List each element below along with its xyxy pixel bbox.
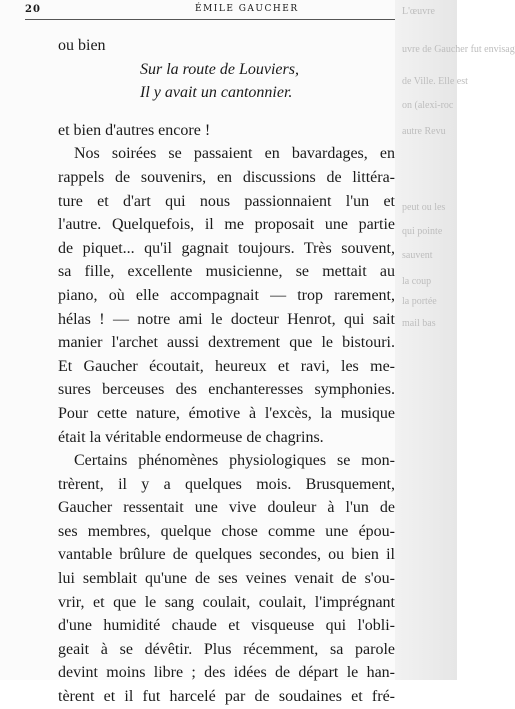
verse-gap — [58, 105, 395, 119]
text-line: piano, où elle accompagnait — trop rarement, — [58, 286, 395, 304]
facing-page-fragment: peut ou les — [402, 202, 446, 213]
facing-page-fragment: sauvent — [402, 250, 433, 261]
facing-page-fragment: autre Revu — [402, 126, 446, 137]
body-text — [58, 34, 395, 709]
text-line: ou bien — [58, 37, 106, 54]
header-rule — [25, 19, 395, 20]
facing-page-fragment: de Ville. Elle est — [402, 76, 468, 87]
page-number: 20 — [25, 4, 41, 15]
text-line: rappels de souvenirs, en discussions de littéra- — [58, 168, 395, 186]
running-header — [25, 4, 395, 20]
facing-page-fragment: la coup — [402, 276, 432, 287]
text-line: ses membres, quelque chose comme une épou- — [58, 522, 395, 540]
text-line: de piquet... qu'il gagnait toujours. Très souvent, — [58, 239, 395, 257]
text-line: vantable brûlure de quelques secondes, ou bien il — [58, 546, 395, 564]
text-line: manier l'archet aussi dextrement que le bistouri. — [58, 334, 395, 352]
text-line: Pour cette nature, émotive à l'excès, la musique — [58, 404, 395, 422]
text-line: geait à se dévêtir. Plus récemment, sa parole — [58, 640, 395, 658]
text-line: l'autre. Quelquefois, il me proposait une partie — [58, 216, 395, 234]
running-title: ÉMILE GAUCHER — [195, 4, 299, 14]
text-line: hélas ! — notre ami le docteur Henrot, qui sait — [58, 310, 395, 328]
text-line: Gaucher ressentait une vive douleur à l'un de — [58, 499, 395, 517]
text-line: sures berceuses des enchanteresses symphonies. — [58, 381, 395, 399]
text-line: ture et d'art qui nous passionnaient l'un et — [58, 192, 395, 210]
text-line: tèrent et il fut harcelé par de soudaines et fré- — [58, 688, 395, 706]
verse-line: Il y avait un cantonnier. — [140, 84, 293, 102]
text-line: devint moins libre ; des idées de départ le han- — [58, 664, 395, 682]
facing-page-fragment: on (alexi-roc — [402, 100, 454, 111]
text-line: lui semblait qu'une de ses veines venait de s'ou- — [58, 570, 395, 588]
verse-line: Sur la route de Louviers, — [140, 60, 299, 78]
paragraph-first-line: Nos soirées se passaient en bavardages, en — [74, 145, 395, 163]
text-line: vrir, et que le sang coulait, coulait, l'imprégnant — [58, 593, 395, 611]
facing-page-fragment: la portée — [402, 296, 437, 307]
facing-page-fragment: mail bas — [402, 318, 436, 329]
text-line: trèrent, il y a quelques mois. Brusquement, — [58, 475, 395, 493]
facing-page-fragment: uvre de Gaucher fut envisag — [402, 44, 515, 55]
text-line: Et Gaucher écoutait, heureux et ravi, les me- — [58, 357, 395, 375]
paragraph-last-line: était la véritable endormeuse de chagrins. — [58, 428, 324, 446]
text-line: et bien d'autres encore ! — [58, 121, 211, 139]
facing-page-fragment: qui pointe — [402, 226, 443, 237]
paragraph-first-line: Certains phénomènes physiologiques se mon- — [74, 452, 395, 470]
text-line: sa fille, excellente musicienne, se mettait au — [58, 263, 395, 281]
facing-page-fragment: L'œuvre — [402, 6, 435, 17]
text-line: d'une humidité chaude et visqueuse qui l'obli- — [58, 617, 395, 635]
